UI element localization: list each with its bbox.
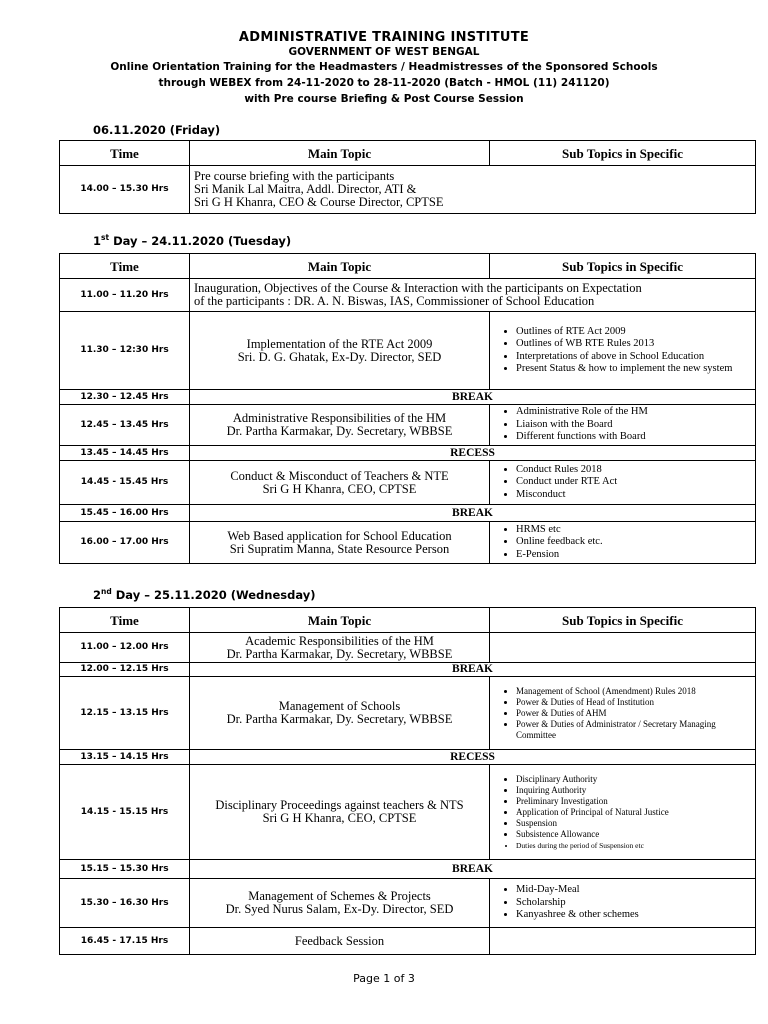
time-cell: 14.45 - 15.45 Hrs xyxy=(60,461,190,505)
government-title: GOVERNMENT OF WEST BENGAL xyxy=(288,46,480,58)
sub-topics-cell xyxy=(490,677,756,750)
recess-label: RECESS xyxy=(190,750,756,765)
recess-label: RECESS xyxy=(190,446,756,461)
day1-heading: 1st Day – 24.11.2020 (Tuesday) xyxy=(93,233,292,248)
topic-line: of the participants : DR. A. N. Biswas, IAS, Commissioner of School Education xyxy=(194,294,595,308)
sub-topics-cell xyxy=(490,765,756,860)
sub-topics-cell xyxy=(490,928,756,955)
speaker-line: Dr. Syed Nurus Salam, Ex-Dy. Director, SED xyxy=(225,902,454,916)
table-row xyxy=(60,405,756,446)
time-cell: 12.45 – 13.45 Hrs xyxy=(60,405,190,446)
table-header-row xyxy=(60,608,756,633)
sub-topics-cell xyxy=(490,405,756,446)
institute-title: ADMINISTRATIVE TRAINING INSTITUTE xyxy=(238,30,530,45)
table-row xyxy=(60,522,756,564)
sub-topic-item: • Outlines of WB RTE Rules 2013 xyxy=(516,338,751,351)
main-topic-cell xyxy=(190,461,490,505)
table-row xyxy=(60,279,756,312)
table-row xyxy=(60,390,756,405)
speaker-line: Sri Supratim Manna, State Resource Person xyxy=(229,541,450,556)
topic-line: Inauguration, Objectives of the Course & Interaction with the participants on Expectation xyxy=(194,281,642,295)
sub-topic-item: • Conduct Rules 2018 xyxy=(516,464,751,477)
table-row xyxy=(60,677,756,750)
sub-topics-cell xyxy=(490,633,756,663)
col-header-main: Main Topic xyxy=(190,254,490,279)
sub-topic-item: • Power & Duties of AHM xyxy=(516,708,751,719)
time-cell: 15.30 – 16.30 Hrs xyxy=(60,879,190,928)
table-row xyxy=(60,765,756,860)
sub-topic-item: • Interpretations of above in School Education xyxy=(516,351,751,364)
sub-topic-item: • Management of School (Amendment) Rules 2018 xyxy=(516,686,751,697)
sub-topic-item: • Misconduct xyxy=(516,489,751,502)
topic-line: Web Based application for School Education xyxy=(227,528,452,543)
sub-topic-item: • Present Status & how to implement the new system xyxy=(516,363,751,376)
topic-line: Management of Schemes & Projects xyxy=(248,889,431,903)
sub-topic-item: • Power & Duties of Administrator / Secretary Managing Committee xyxy=(516,719,751,741)
topic-line: Academic Responsibilities of the HM xyxy=(245,633,434,648)
main-topic-cell xyxy=(190,405,490,446)
sub-topic-item: • Kanyashree & other schemes xyxy=(516,909,751,922)
speaker-line: Sri G H Khanra, CEO & Course Director, CPTSE xyxy=(194,195,444,209)
sub-topic-item: • Application of Principal of Natural Justice xyxy=(516,807,751,818)
time-cell: 14.00 – 15.30 Hrs xyxy=(60,166,190,214)
table-row xyxy=(60,860,756,879)
time-cell: 12.00 – 12.15 Hrs xyxy=(60,663,190,677)
time-cell: 13.45 – 14.45 Hrs xyxy=(60,446,190,461)
topic-line: Management of Schools xyxy=(278,699,401,713)
main-topic-cell xyxy=(190,633,490,663)
time-cell: 12.30 – 12.45 Hrs xyxy=(60,390,190,405)
main-topic-cell xyxy=(190,279,756,312)
main-topic-cell xyxy=(190,166,756,214)
sub-topics-cell xyxy=(490,461,756,505)
time-cell: 14.15 - 15.15 Hrs xyxy=(60,765,190,860)
sub-topic-item: • Power & Duties of Head of Institution xyxy=(516,697,751,708)
main-topic-cell xyxy=(190,312,490,390)
time-cell: 11.30 – 12:30 Hrs xyxy=(60,312,190,390)
sub-topic-item: • E-Pension xyxy=(516,549,751,562)
speaker-line: Sri Manik Lal Maitra, Addl. Director, ATI & xyxy=(194,182,417,196)
topic-line: Administrative Responsibilities of the HM xyxy=(232,411,447,425)
pre-course-table xyxy=(59,140,756,214)
sub-topic-item: • Duties during the period of Suspension etc xyxy=(516,840,751,851)
table-row xyxy=(60,879,756,928)
time-cell: 15.45 – 16.00 Hrs xyxy=(60,505,190,522)
break-label: BREAK xyxy=(190,860,756,879)
sub-topic-item: • Liaison with the Board xyxy=(516,419,751,432)
table-header-row xyxy=(60,254,756,279)
day2-heading: 2nd Day – 25.11.2020 (Wednesday) xyxy=(93,587,316,602)
sub-topic-item: • Online feedback etc. xyxy=(516,536,751,549)
topic-line: Conduct & Misconduct of Teachers & NTE xyxy=(230,468,449,483)
time-cell: 13.15 – 14.15 Hrs xyxy=(60,750,190,765)
sub-topic-item: • Suspension xyxy=(516,818,751,829)
time-cell: 11.00 – 11.20 Hrs xyxy=(60,279,190,312)
sub-topic-item: • Mid-Day-Meal xyxy=(516,884,751,897)
time-cell: 15.15 – 15.30 Hrs xyxy=(60,860,190,879)
speaker-line: Dr. Partha Karmakar, Dy. Secretary, WBBSE xyxy=(226,646,453,661)
sub-topics-cell xyxy=(490,312,756,390)
table-row xyxy=(60,312,756,390)
table-row xyxy=(60,633,756,663)
table-header-row xyxy=(60,141,756,166)
break-label: BREAK xyxy=(190,663,756,677)
speaker-line: Dr. Partha Karmakar, Dy. Secretary, WBBSE xyxy=(226,712,453,726)
table-row xyxy=(60,505,756,522)
col-header-main: Main Topic xyxy=(190,141,490,166)
main-topic-cell: Feedback Session xyxy=(190,928,490,955)
sub-topic-item: • Conduct under RTE Act xyxy=(516,476,751,489)
page-number: Page 1 of 3 xyxy=(353,972,415,985)
sub-topics-cell xyxy=(490,879,756,928)
speaker-line: Sri G H Khanra, CEO, CPTSE xyxy=(262,811,417,825)
table-row xyxy=(60,663,756,677)
sub-topic-item: • Scholarship xyxy=(516,897,751,910)
table-row xyxy=(60,750,756,765)
training-title: Online Orientation Training for the Headmasters / Headmistresses of the Sponsored Schools xyxy=(110,61,658,73)
break-label: BREAK xyxy=(190,505,756,522)
time-cell: 16.00 – 17.00 Hrs xyxy=(60,522,190,564)
sub-topic-item: • HRMS etc xyxy=(516,524,751,537)
topic-line: Implementation of the RTE Act 2009 xyxy=(246,336,433,351)
col-header-time: Time xyxy=(60,141,190,166)
break-label: BREAK xyxy=(190,390,756,405)
pre-course-heading: 06.11.2020 (Friday) xyxy=(93,123,221,137)
sub-topic-item: • Inquiring Authority xyxy=(516,785,751,796)
sub-topic-item: • Different functions with Board xyxy=(516,431,751,444)
day2-table xyxy=(59,607,756,955)
table-row xyxy=(60,928,756,955)
topic-line: Disciplinary Proceedings against teachers & NTS xyxy=(215,798,464,812)
sub-topic-item: • Administrative Role of the HM xyxy=(516,406,751,419)
sub-topics-cell xyxy=(490,522,756,564)
table-row xyxy=(60,446,756,461)
time-cell: 11.00 – 12.00 Hrs xyxy=(60,633,190,663)
speaker-line: Dr. Partha Karmakar, Dy. Secretary, WBBSE xyxy=(226,424,453,438)
col-header-main: Main Topic xyxy=(190,608,490,633)
training-subtitle: with Pre course Briefing & Post Course Session xyxy=(244,93,524,105)
col-header-time: Time xyxy=(60,608,190,633)
speaker-line: Sri. D. G. Ghatak, Ex-Dy. Director, SED xyxy=(237,349,442,364)
training-dates: through WEBEX from 24-11-2020 to 28-11-2020 (Batch - HMOL (11) 241120) xyxy=(158,77,610,89)
main-topic-cell xyxy=(190,765,490,860)
table-row xyxy=(60,461,756,505)
col-header-subs: Sub Topics in Specific xyxy=(490,608,756,633)
table-row xyxy=(60,166,756,214)
sub-topic-item: • Preliminary Investigation xyxy=(516,796,751,807)
main-topic-cell xyxy=(190,879,490,928)
time-cell: 16.45 - 17.15 Hrs xyxy=(60,928,190,955)
main-topic-cell xyxy=(190,522,490,564)
col-header-subs: Sub Topics in Specific xyxy=(490,141,756,166)
speaker-line: Sri G H Khanra, CEO, CPTSE xyxy=(262,481,417,496)
day1-table xyxy=(59,253,756,564)
sub-topic-item: • Subsistence Allowance xyxy=(516,829,751,840)
topic-line: Pre course briefing with the participants xyxy=(194,169,395,183)
col-header-time: Time xyxy=(60,254,190,279)
sub-topic-item: • Disciplinary Authority xyxy=(516,774,751,785)
sub-topic-item: • Outlines of RTE Act 2009 xyxy=(516,326,751,339)
col-header-subs: Sub Topics in Specific xyxy=(490,254,756,279)
main-topic-cell xyxy=(190,677,490,750)
time-cell: 12.15 – 13.15 Hrs xyxy=(60,677,190,750)
